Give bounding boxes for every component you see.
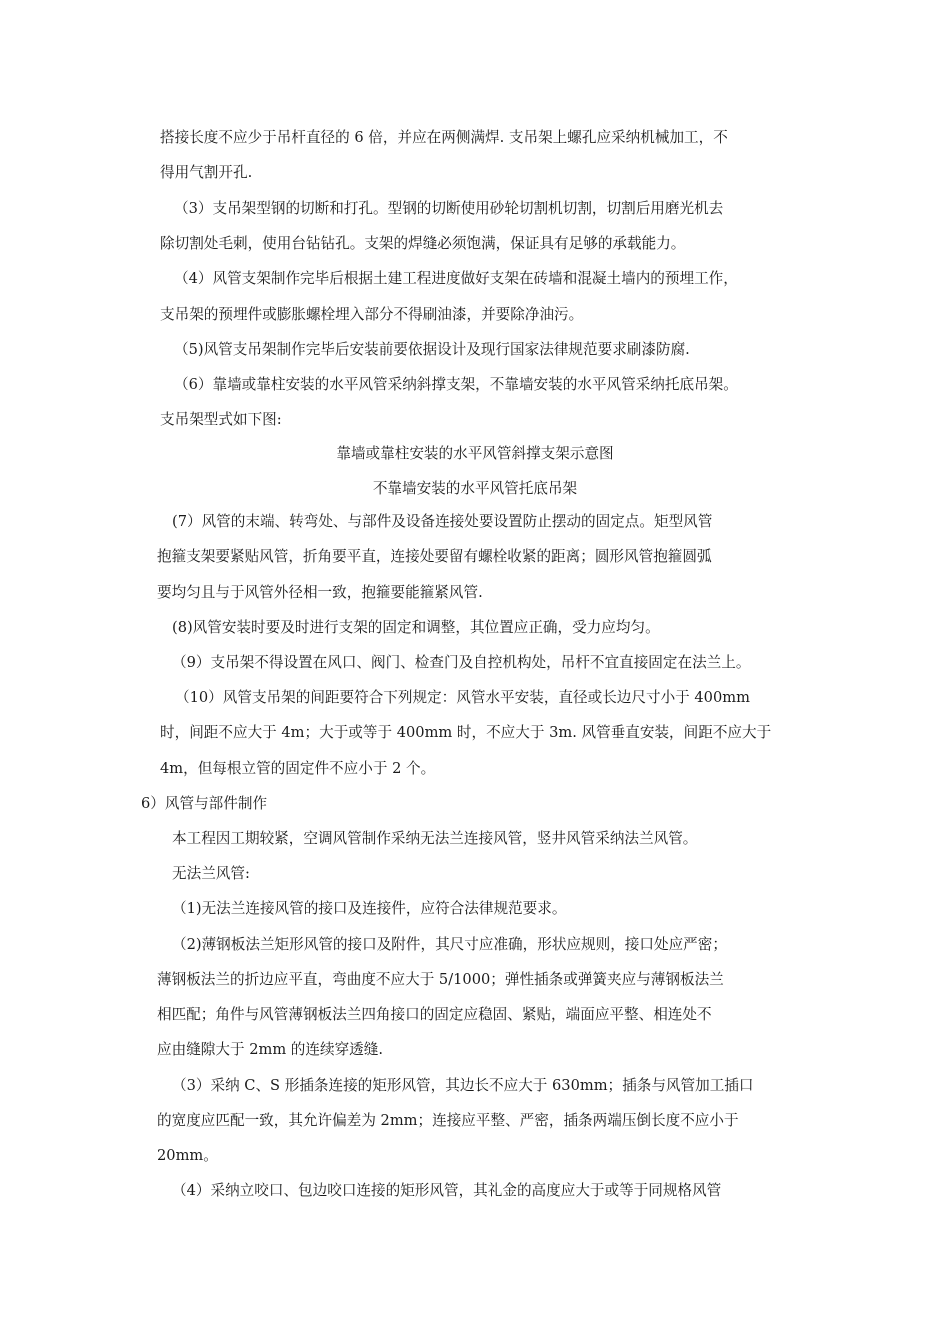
- paragraph-line: 薄钢板法兰的折边应平直，弯曲度不应大于 5/1000；弹性插条或弹簧夹应与薄钢板法兰: [157, 971, 724, 988]
- paragraph-line: 的宽度应匹配一致，其允许偏差为 2mm；连接应平整、严密，插条两端压倒长度不应小于: [157, 1112, 739, 1129]
- paragraph-line: 除切割处毛刺，使用台钻钻孔。支架的焊缝必须饱满，保证具有足够的承载能力。: [160, 235, 686, 252]
- section-heading: 6）风管与部件制作: [141, 795, 268, 812]
- paragraph-line: （4）采纳立咬口、包边咬口连接的矩形风管，其礼金的高度应大于或等于同规格风管: [172, 1182, 722, 1199]
- paragraph-line: (8)风管安装时要及时进行支架的固定和调整，其位置应正确，受力应均匀。: [172, 619, 660, 636]
- sub-heading: 无法兰风管:: [172, 865, 250, 882]
- paragraph-line: (7）风管的末端、转弯处、与部件及设备连接处要设置防止摆动的固定点。矩型风管: [172, 513, 713, 530]
- paragraph-line: （10）风管支吊架的间距要符合下列规定：风管水平安装，直径或长边尺寸小于 400mm: [175, 689, 750, 706]
- paragraph-line: （9）支吊架不得设置在风口、阀门、检查门及自控机构处，吊杆不宜直接固定在法兰上。: [172, 654, 751, 671]
- paragraph-line: 搭接长度不应少于吊杆直径的 6 倍，并应在两侧满焊. 支吊架上螺孔应采纳机械加工，不: [160, 129, 728, 146]
- paragraph-line: 支吊架的预埋件或膨胀螺栓埋入部分不得刷油漆，并要除净油污。: [160, 306, 584, 323]
- paragraph-line: （6）靠墙或靠柱安装的水平风管采纳斜撑支架，不靠墙安装的水平风管采纳托底吊架。: [174, 376, 738, 393]
- paragraph-line: （1)无法兰连接风管的接口及连接件，应符合法律规范要求。: [172, 900, 567, 917]
- paragraph-line: 要均匀且与于风管外径相一致，抱箍要能箍紧风管.: [157, 584, 483, 601]
- paragraph-line: 时，间距不应大于 4m；大于或等于 400mm 时，不应大于 3m. 风管垂直安装，间距不应大于: [160, 724, 772, 741]
- paragraph-line: 抱箍支架要紧贴风管，折角要平直，连接处要留有螺栓收紧的距离；圆形风管抱箍圆弧: [157, 548, 712, 565]
- figure-caption: 靠墙或靠柱安装的水平风管斜撑支架示意图: [336, 445, 614, 462]
- paragraph-line: 20mm。: [157, 1147, 218, 1164]
- paragraph-line: 本工程因工期较紧，空调风管制作采纳无法兰连接风管，竖井风管采纳法兰风管。: [172, 830, 698, 847]
- paragraph-line: 得用气割开孔.: [160, 164, 253, 181]
- paragraph-line: 相匹配；角件与风管薄钢板法兰四角接口的固定应稳固、紧贴，端面应平整、相连处不: [157, 1006, 712, 1023]
- paragraph-line: （4）风管支架制作完毕后根据土建工程进度做好支架在砖墙和混凝土墙内的预埋工作，: [174, 270, 738, 287]
- figure-caption: 不靠墙安装的水平风管托底吊架: [372, 480, 578, 497]
- paragraph-line: （3）采纳 C、S 形插条连接的矩形风管，其边长不应大于 630mm；插条与风管加工插口: [172, 1077, 754, 1094]
- paragraph-line: 支吊架型式如下图:: [160, 411, 282, 428]
- paragraph-line: 应由缝隙大于 2mm 的连续穿透缝.: [157, 1041, 384, 1058]
- paragraph-line: 4m，但每根立管的固定件不应小于 2 个。: [160, 760, 436, 777]
- paragraph-line: （3）支吊架型钢的切断和打孔。型钢的切断使用砂轮切割机切割，切割后用磨光机去: [174, 200, 724, 217]
- paragraph-line: （5)风管支吊架制作完毕后安装前要依据设计及现行国家法律规范要求刷漆防腐.: [174, 341, 690, 358]
- paragraph-line: （2)薄钢板法兰矩形风管的接口及附件，其尺寸应准确，形状应规则，接口处应严密；: [172, 936, 727, 953]
